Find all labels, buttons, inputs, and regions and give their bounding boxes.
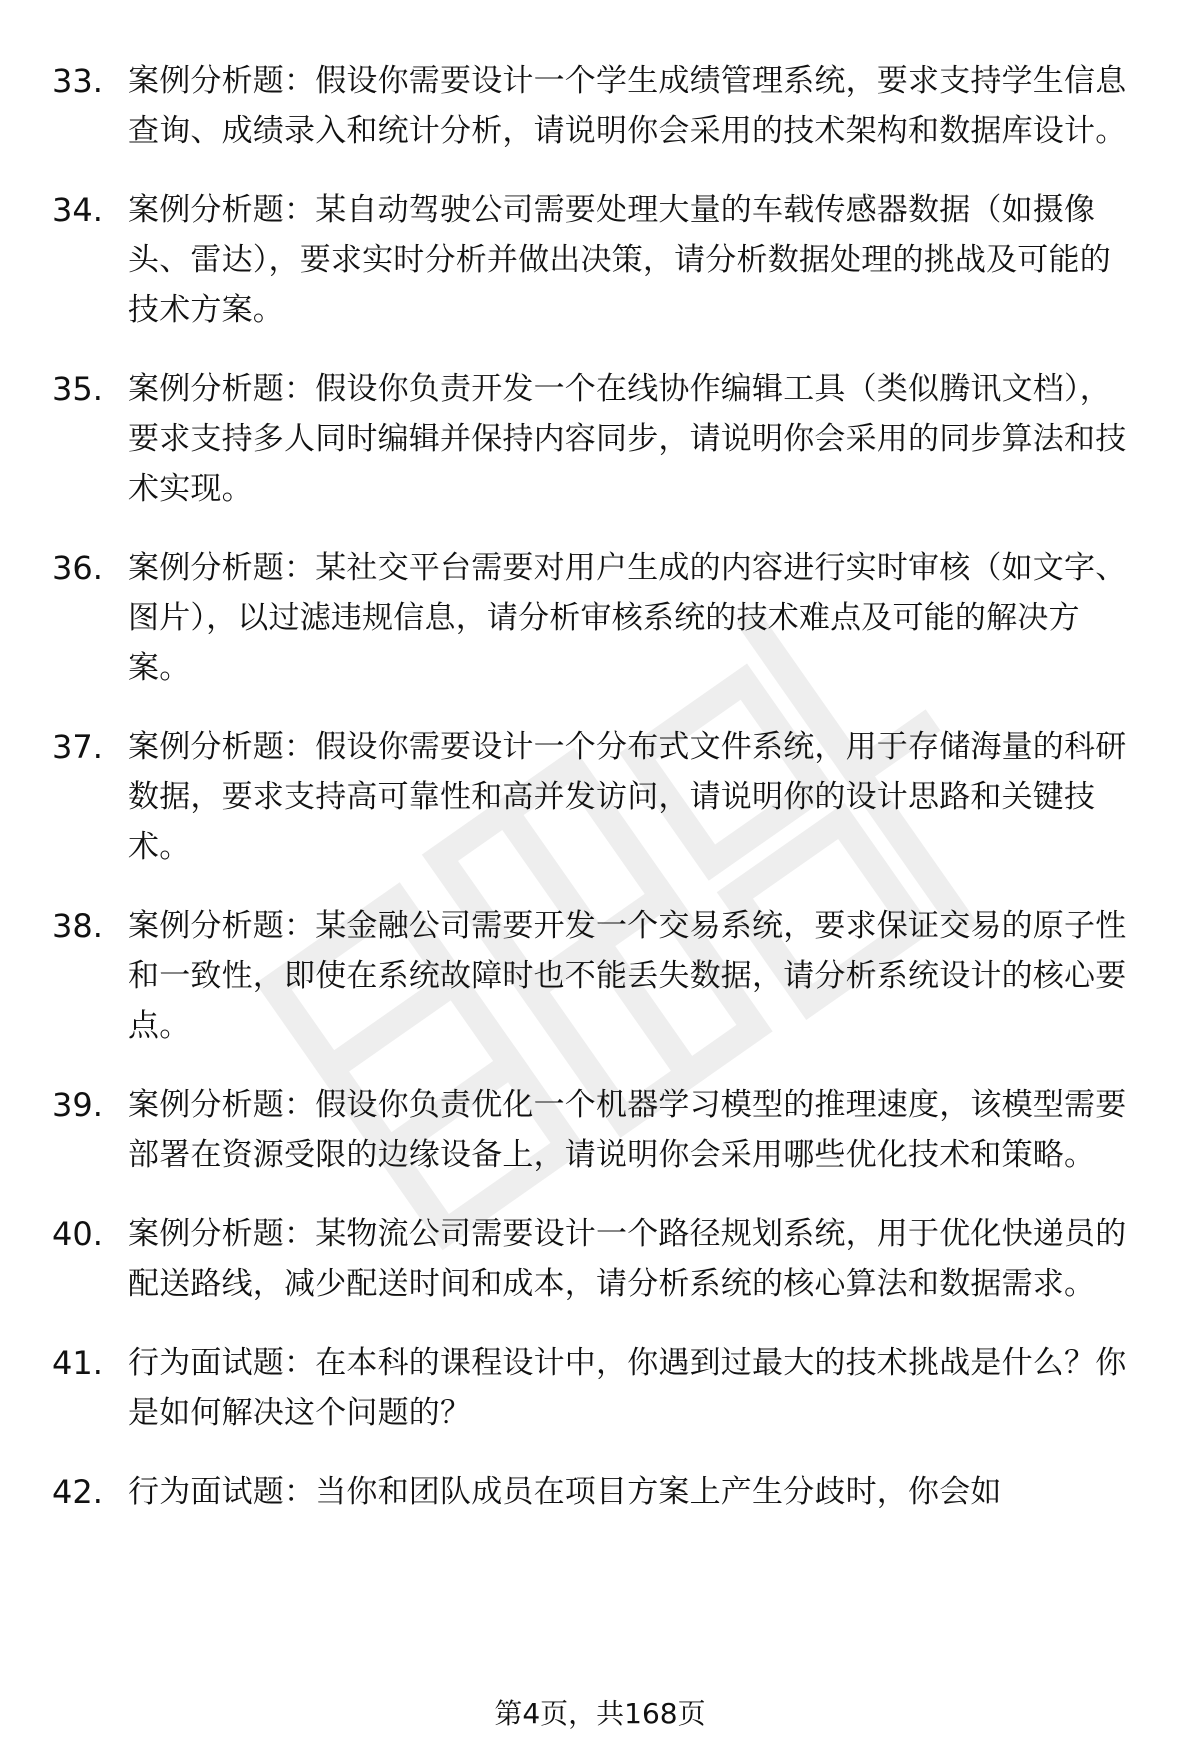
question-item xyxy=(52,1467,1152,1517)
question-number: 38. xyxy=(52,907,103,945)
question-number: 37. xyxy=(52,728,103,766)
question-item xyxy=(52,543,1152,693)
question-number: 35. xyxy=(52,370,103,408)
question-text: 案例分析题：假设你负责开发一个在线协作编辑工具（类似腾讯文档），要求支持多人同时编辑并保持内容同步，请说明你会采用的同步算法和技术实现。 xyxy=(128,371,1127,507)
question-number: 39. xyxy=(52,1086,103,1124)
question-text: 行为面试题：在本科的课程设计中，你遇到过最大的技术挑战是什么？你是如何解决这个问题的？ xyxy=(128,1345,1127,1431)
question-number: 33. xyxy=(52,62,103,100)
question-list xyxy=(52,56,1152,1546)
question-text: 案例分析题：假设你负责优化一个机器学习模型的推理速度，该模型需要部署在资源受限的边缘设备上，请说明你会采用哪些优化技术和策略。 xyxy=(128,1087,1127,1173)
question-number: 40. xyxy=(52,1215,103,1253)
question-text: 案例分析题：假设你需要设计一个学生成绩管理系统，要求支持学生信息查询、成绩录入和统计分析，请说明你会采用的技术架构和数据库设计。 xyxy=(128,63,1127,149)
question-text: 案例分析题：某社交平台需要对用户生成的内容进行实时审核（如文字、图片），以过滤违规信息，请分析审核系统的技术难点及可能的解决方案。 xyxy=(128,550,1127,686)
question-text: 行为面试题：当你和团队成员在项目方案上产生分歧时，你会如 xyxy=(128,1474,1002,1510)
question-number: 34. xyxy=(52,191,103,229)
question-number: 41. xyxy=(52,1344,103,1382)
question-text: 案例分析题：某物流公司需要设计一个路径规划系统，用于优化快递员的配送路线，减少配送时间和成本，请分析系统的核心算法和数据需求。 xyxy=(128,1216,1127,1302)
question-text: 案例分析题：某金融公司需要开发一个交易系统，要求保证交易的原子性和一致性，即使在系统故障时也不能丢失数据，请分析系统设计的核心要点。 xyxy=(128,908,1127,1044)
page-footer: 第4页，共168页 xyxy=(494,1697,706,1730)
question-item xyxy=(52,56,1152,156)
question-item xyxy=(52,1209,1152,1309)
question-item xyxy=(52,1080,1152,1180)
question-number: 42. xyxy=(52,1473,103,1511)
question-item xyxy=(52,1338,1152,1438)
question-text: 案例分析题：某自动驾驶公司需要处理大量的车载传感器数据（如摄像头、雷达），要求实时分析并做出决策，请分析数据处理的挑战及可能的技术方案。 xyxy=(128,192,1111,328)
question-item xyxy=(52,364,1152,514)
question-item xyxy=(52,901,1152,1051)
question-item xyxy=(52,185,1152,335)
question-text: 案例分析题：假设你需要设计一个分布式文件系统，用于存储海量的科研数据，要求支持高可靠性和高并发访问，请说明你的设计思路和关键技术。 xyxy=(128,729,1127,865)
question-item xyxy=(52,722,1152,872)
question-number: 36. xyxy=(52,549,103,587)
